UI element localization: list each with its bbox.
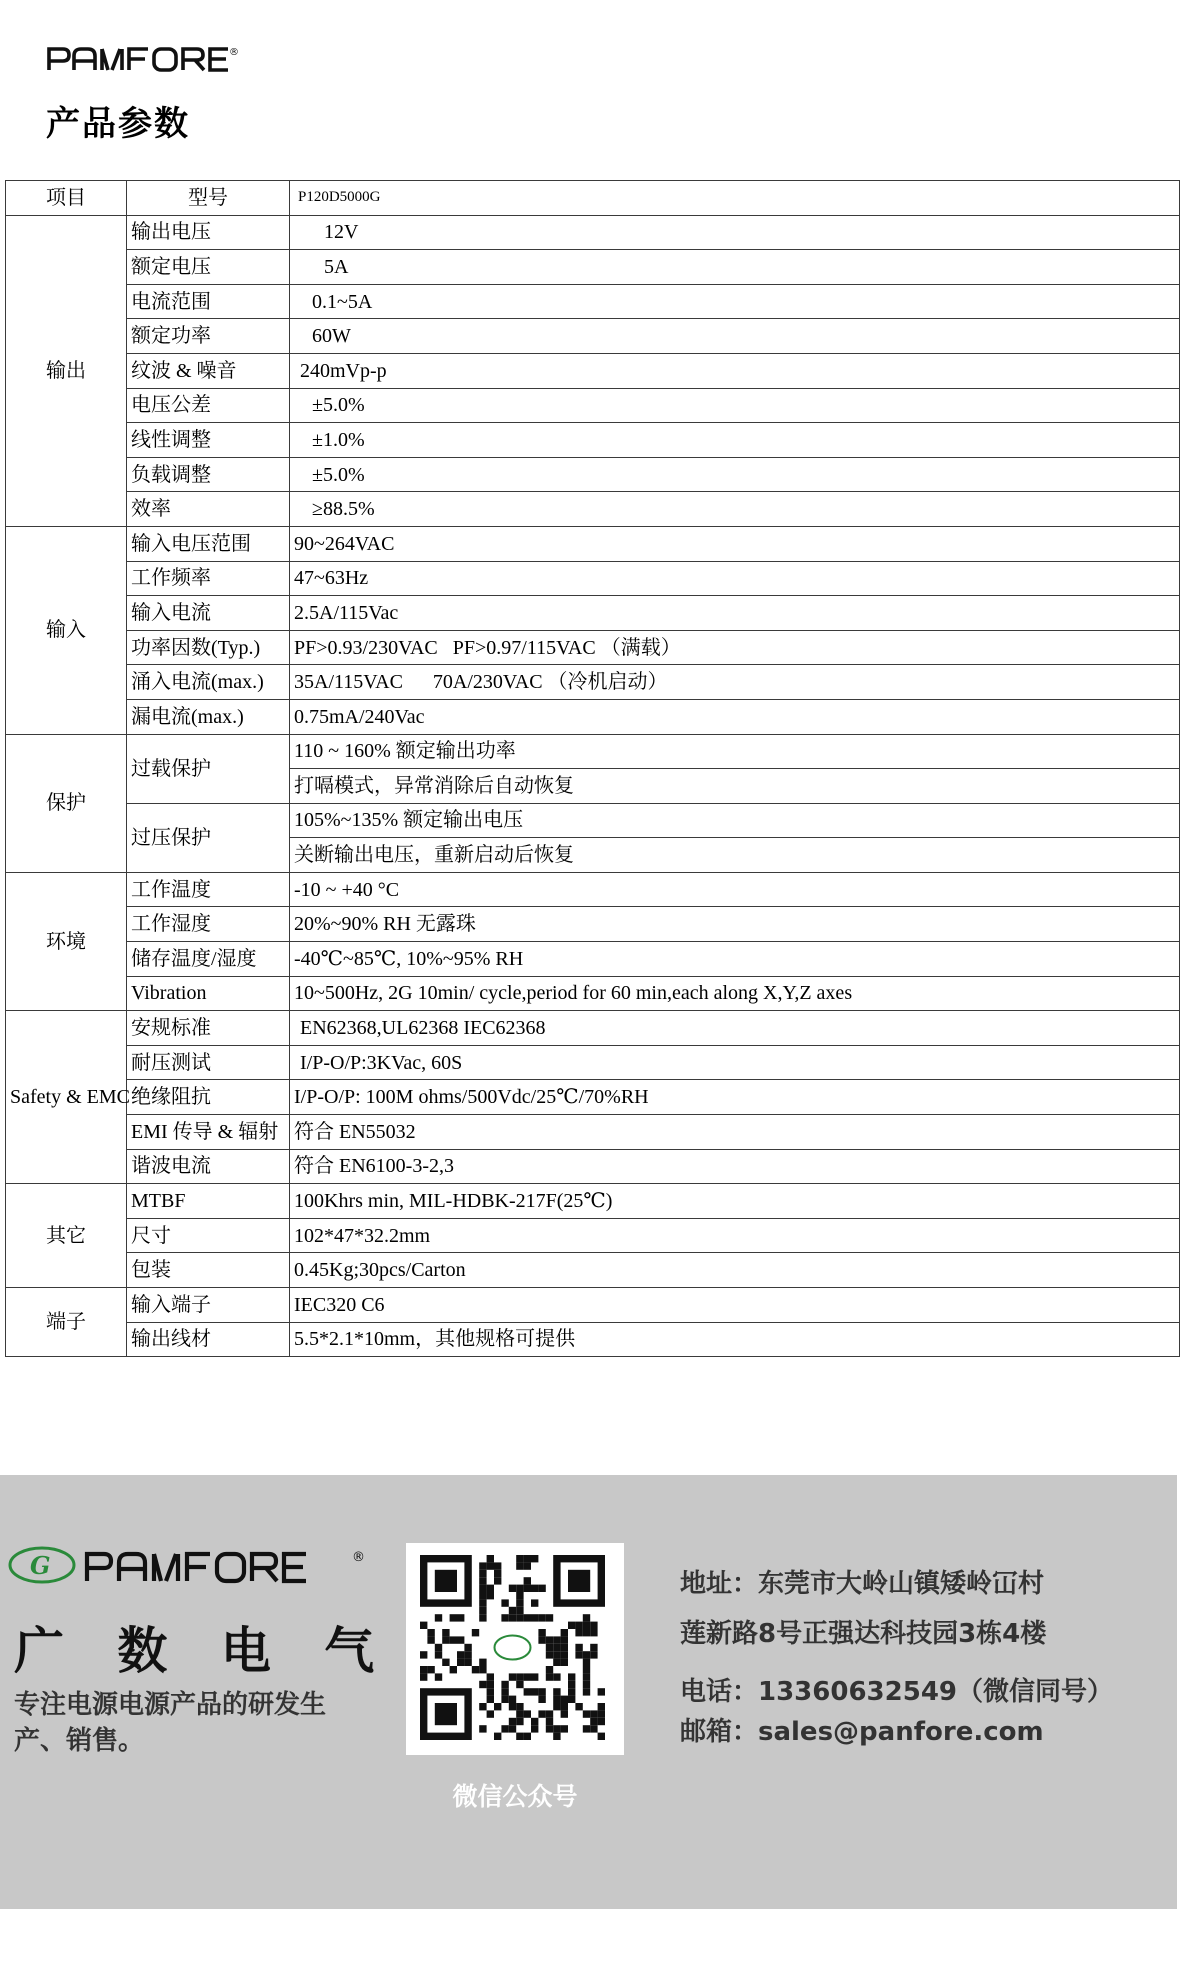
address-line-2: 莲新路8号正强达科技园3栋4楼	[680, 1619, 1047, 1649]
address-line-1: 地址：东莞市大岭山镇矮岭冚村	[680, 1569, 1045, 1599]
param-label: 额定功率	[127, 319, 290, 354]
param-value: 240mVp-p	[290, 353, 1180, 388]
table-row	[6, 388, 1180, 423]
param-value: I/P-O/P: 100M ohms/500Vdc/25℃/70%RH	[290, 1080, 1180, 1115]
table-row	[6, 353, 1180, 388]
param-label: 功率因数(Typ.)	[127, 630, 290, 665]
header-row	[6, 181, 1180, 216]
wechat-qr-code	[406, 1543, 624, 1755]
param-value: 5A	[290, 250, 1180, 285]
param-value: 0.75mA/240Vac	[290, 699, 1180, 734]
param-label: 涌入电流(max.)	[127, 665, 290, 700]
param-value: 60W	[290, 319, 1180, 354]
param-value: -40℃~85℃, 10%~95% RH	[290, 942, 1180, 977]
category-cell: 其它	[6, 1184, 127, 1288]
param-label: 负载调整	[127, 457, 290, 492]
table-row	[6, 561, 1180, 596]
param-label: 输入电流	[127, 596, 290, 631]
spec-table	[5, 180, 1180, 1357]
table-row	[6, 596, 1180, 631]
header-item: 项目	[6, 181, 127, 216]
table-row	[6, 526, 1180, 561]
table-row	[6, 1115, 1180, 1150]
category-cell: 输入	[6, 526, 127, 734]
table-row	[6, 457, 1180, 492]
param-value: 符合 EN55032	[290, 1115, 1180, 1150]
email: 邮箱：sales@panfore.com	[680, 1717, 1044, 1747]
param-value: 102*47*32.2mm	[290, 1218, 1180, 1253]
param-value: 35A/115VAC 70A/230VAC （冷机启动）	[290, 665, 1180, 700]
param-label: 过压保护	[127, 803, 290, 872]
param-label: 工作频率	[127, 561, 290, 596]
table-row	[6, 250, 1180, 285]
param-value: 100Khrs min, MIL-HDBK-217F(25℃)	[290, 1184, 1180, 1219]
qr-code-icon	[406, 1543, 624, 1755]
svg-text:®: ®	[229, 47, 239, 58]
param-label: 工作湿度	[127, 907, 290, 942]
category-cell: 端子	[6, 1288, 127, 1357]
table-row	[6, 1080, 1180, 1115]
param-label: 输入电压范围	[127, 526, 290, 561]
param-label: 过载保护	[127, 734, 290, 803]
category-cell: 环境	[6, 872, 127, 1010]
table-row	[6, 907, 1180, 942]
param-label: 输入端子	[127, 1288, 290, 1323]
table-row	[6, 492, 1180, 527]
table-row	[6, 1288, 1180, 1323]
param-value: 关断输出电压，重新启动后恢复	[290, 838, 1180, 873]
param-value: 符合 EN6100-3-2,3	[290, 1149, 1180, 1184]
spec-table-body	[6, 181, 1180, 1357]
param-value: 10~500Hz, 2G 10min/ cycle,period for 60 min,each along X,Y,Z axes	[290, 976, 1180, 1011]
param-value: 2.5A/115Vac	[290, 596, 1180, 631]
param-label: 输出线材	[127, 1322, 290, 1357]
table-row	[6, 630, 1180, 665]
param-value: 20%~90% RH 无露珠	[290, 907, 1180, 942]
table-row	[6, 803, 1180, 838]
param-label: 效率	[127, 492, 290, 527]
category-cell: 保护	[6, 734, 127, 872]
param-value: 0.45Kg;30pcs/Carton	[290, 1253, 1180, 1288]
table-row	[6, 423, 1180, 458]
phone: 电话：13360632549（微信同号）	[680, 1677, 1113, 1707]
param-label: 漏电流(max.)	[127, 699, 290, 734]
category-cell: Safety & EMC	[6, 1011, 127, 1184]
param-value: 105%~135% 额定输出电压	[290, 803, 1180, 838]
param-label: 储存温度/湿度	[127, 942, 290, 977]
param-value: ±1.0%	[290, 423, 1180, 458]
table-row	[6, 319, 1180, 354]
panfore-logo-icon	[46, 46, 239, 72]
table-row	[6, 1045, 1180, 1080]
param-label: MTBF	[127, 1184, 290, 1219]
panfore-gs-logo-icon	[6, 1541, 366, 1585]
table-row	[6, 284, 1180, 319]
param-value: 打嗝模式，异常消除后自动恢复	[290, 769, 1180, 804]
param-label: 安规标准	[127, 1011, 290, 1046]
param-value: -10 ~ +40 °C	[290, 872, 1180, 907]
param-label: 额定电压	[127, 250, 290, 285]
param-value: 110 ~ 160% 额定输出功率	[290, 734, 1180, 769]
param-label: EMI 传导 & 辐射	[127, 1115, 290, 1150]
param-value: 47~63Hz	[290, 561, 1180, 596]
footer-logo	[6, 1541, 366, 1590]
svg-text:G: G	[30, 1551, 51, 1580]
table-row	[6, 699, 1180, 734]
param-label: 线性调整	[127, 423, 290, 458]
table-row	[6, 215, 1180, 250]
table-row	[6, 1322, 1180, 1357]
svg-text:®: ®	[352, 1550, 365, 1565]
company-name: 广 数 电 气	[14, 1622, 393, 1680]
table-row	[6, 942, 1180, 977]
param-value: PF>0.93/230VAC PF>0.97/115VAC （满载）	[290, 630, 1180, 665]
param-label: Vibration	[127, 976, 290, 1011]
param-label: 电压公差	[127, 388, 290, 423]
table-row	[6, 734, 1180, 769]
param-value: 90~264VAC	[290, 526, 1180, 561]
table-row	[6, 976, 1180, 1011]
param-value: I/P-O/P:3KVac, 60S	[290, 1045, 1180, 1080]
param-value: 12V	[290, 215, 1180, 250]
header-model-label: 型号	[127, 181, 290, 216]
page-title: 产品参数	[46, 104, 190, 144]
param-value: IEC320 C6	[290, 1288, 1180, 1323]
param-label: 谐波电流	[127, 1149, 290, 1184]
param-value: 0.1~5A	[290, 284, 1180, 319]
table-row	[6, 1218, 1180, 1253]
qr-label: 微信公众号	[452, 1782, 578, 1811]
param-label: 耐压测试	[127, 1045, 290, 1080]
param-value: ≥88.5%	[290, 492, 1180, 527]
company-slogan: 专注电源电源产品的研发生产、销售。	[14, 1690, 327, 1756]
footer-banner	[0, 1475, 1177, 1909]
param-label: 包装	[127, 1253, 290, 1288]
table-row	[6, 872, 1180, 907]
category-cell: 输出	[6, 215, 127, 526]
param-value: ±5.0%	[290, 457, 1180, 492]
table-row	[6, 1184, 1180, 1219]
param-label: 输出电压	[127, 215, 290, 250]
param-label: 电流范围	[127, 284, 290, 319]
table-row	[6, 1149, 1180, 1184]
param-label: 尺寸	[127, 1218, 290, 1253]
param-value: ±5.0%	[290, 388, 1180, 423]
header-model-value: P120D5000G	[290, 181, 1180, 216]
param-value: 5.5*2.1*10mm，其他规格可提供	[290, 1322, 1180, 1357]
table-row	[6, 1253, 1180, 1288]
param-value: EN62368,UL62368 IEC62368	[290, 1011, 1180, 1046]
table-row	[6, 665, 1180, 700]
param-label: 工作温度	[127, 872, 290, 907]
brand-logo	[46, 46, 239, 77]
param-label: 纹波 & 噪音	[127, 353, 290, 388]
table-row	[6, 1011, 1180, 1046]
param-label: 绝缘阻抗	[127, 1080, 290, 1115]
